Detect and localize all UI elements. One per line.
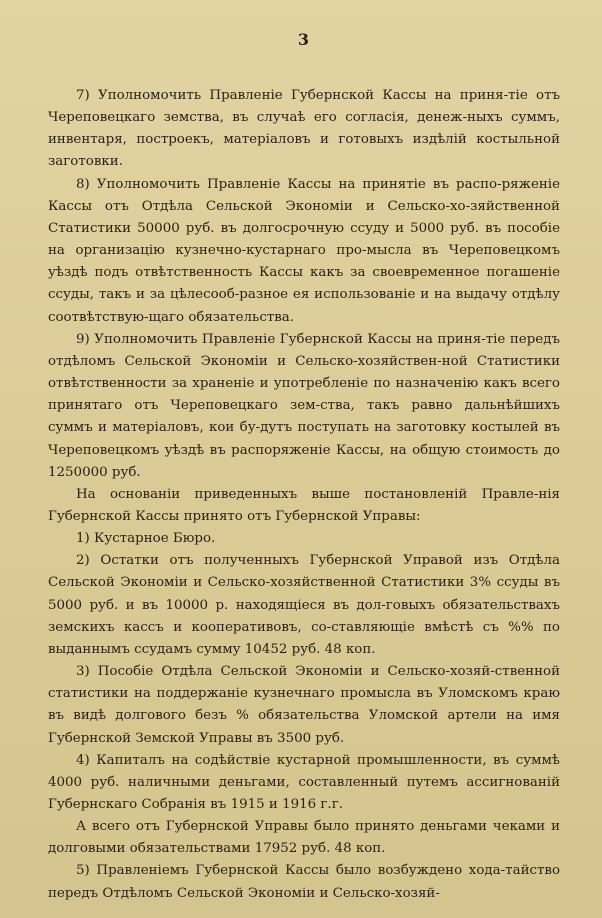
paragraph-total: А всего отъ Губернской Управы было принято деньгами чеками и долговыми обязательствами 17952 руб. 48 коп. [48,819,560,857]
page-number: 3 [297,30,311,49]
paragraph-5: 5) Правленіемъ Губернской Кассы было возбуждено хода-тайство передъ Отдѣломъ Сельской Экономіи и Сельско-хозяй- [48,863,560,901]
paragraph-accepted-intro: На основаніи приведенныхъ выше постановленій Правле-нія Губернской Кассы принято отъ Губернской Управы: [48,486,560,524]
paragraph-item-7: 7) Уполномочить Правленіе Губернской Кассы на приня-тіе отъ Череповецкаго земства, въ случаѣ его согласія, денеж-ныхъ суммъ, инвентаря, построекъ, матеріаловъ и готовыхъ издѣлій костыльной заготовки. [48,88,560,170]
paragraph-list-3: 3) Пособіе Отдѣла Сельской Экономіи и Сельско-хозяй-ственной статистики на поддержаніе кузнечнаго промысла въ Уломскомъ краю въ видѣ долгового безъ % обязательства Уломской артели на имя Губернской Земской Управы въ 3500 руб. [48,664,560,746]
paragraph-item-9: 9) Уполномочить Правленіе Губернской Кассы на приня-тіе передъ отдѣломъ Сельской Экономіи и Сельско-хозяйствен-ной Статистики отвѣтственности за храненіе и употребленіе по назначенію какъ всего принятаго отъ Череповецкаго зем-ства, такъ равно дальнѣйшихъ суммъ и матеріаловъ, кои бу-дутъ поступать на заготовку костылей въ Череповецкомъ уѣздѣ въ распоряженіе Кассы, на общую стоимость до 1250000 руб. [48,331,560,480]
paragraph-list-4: 4) Капиталъ на содѣйствіе кустарной промышленности, въ суммѣ 4000 руб. наличными деньгами, составленный путемъ ассигнованій Губернскаго Собранія въ 1915 и 1916 г.г. [48,752,560,812]
paragraph-list-1: 1) Кустарное Бюро. [76,531,216,547]
paragraph-list-2: 2) Остатки отъ полученныхъ Губернской Управой изъ Отдѣла Сельской Экономіи и Сельско-хозяйственной Статистики 3% ссуды въ 5000 руб. и въ 10000 р. находящіеся въ дол-говыхъ обязательствахъ земскихъ кассъ и кооперативовъ, со-ставляющіе вмѣстѣ съ %% по выданнымъ ссудамъ сумму 10452 руб. 48 коп. [48,553,560,657]
body-text [48,85,560,905]
paragraph-item-8: 8) Уполномочить Правленіе Кассы на принятіе въ распо-ряженіе Кассы отъ Отдѣла Сельской Экономіи и Сельско-хо-зяйственной Статистики 50000 руб. въ долгосрочную ссуду и 5000 руб. въ пособіе на организацію кузнечно-кустарнаго про-мысла въ Череповецкомъ уѣздѣ подъ отвѣтственность Кассы какъ за своевременное погашеніе ссуды, такъ и за цѣлесооб-разное ея использованіе и на выдачу отдѣлу соотвѣтствую-щаго обязательства. [48,176,560,325]
